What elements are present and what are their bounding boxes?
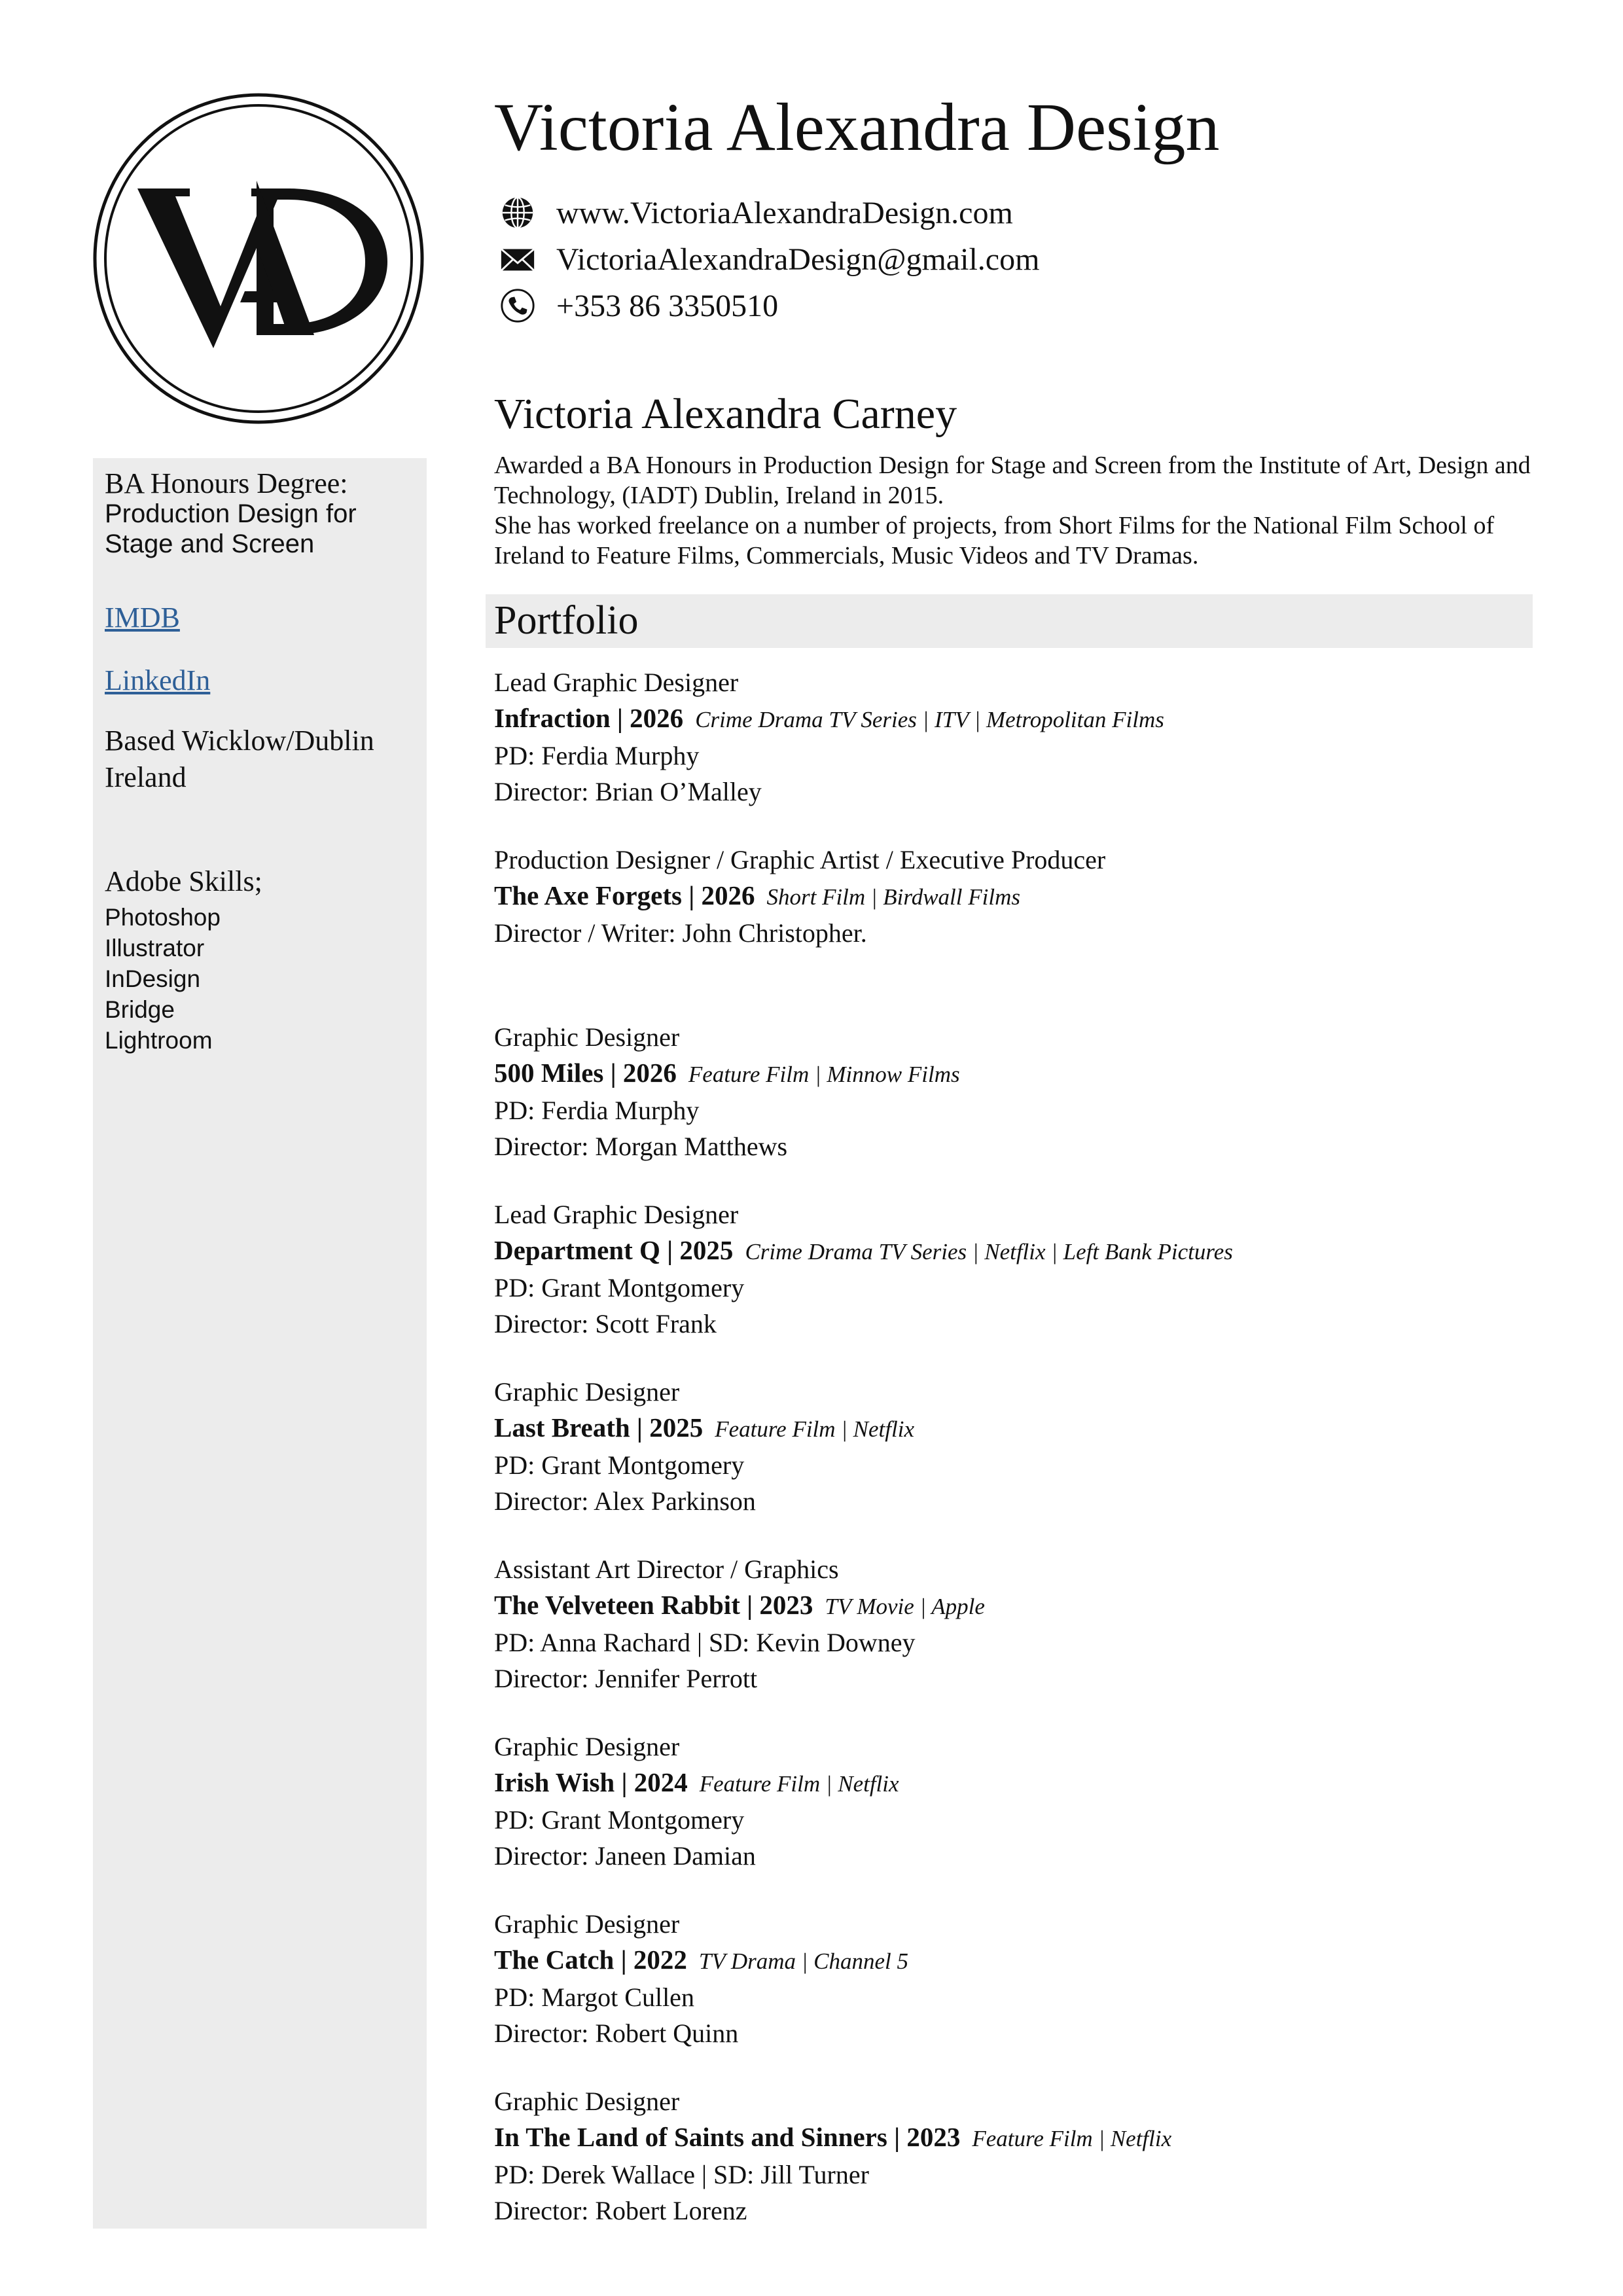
portfolio-entry — [494, 1551, 1541, 1729]
envelope-icon — [499, 240, 537, 278]
entry-credit: Director: Robert Quinn — [494, 2018, 739, 2048]
entry-meta: Feature Film | Netflix — [715, 1416, 914, 1442]
entry-credit: PD: Ferdia Murphy — [494, 1096, 700, 1125]
degree-info — [105, 469, 419, 559]
entry-title: In The Land of Saints and Sinners | 2023 — [494, 2122, 961, 2152]
location-line-2: Ireland — [105, 761, 187, 793]
website-link[interactable]: www.VictoriaAlexandraDesign.com — [556, 195, 1013, 230]
skill-item: Bridge — [105, 996, 175, 1023]
entry-role: Graphic Designer — [494, 1732, 680, 1761]
entry-title: The Velveteen Rabbit | 2023 — [494, 1590, 813, 1620]
entry-role: Graphic Designer — [494, 2087, 680, 2116]
phone-icon — [499, 287, 537, 325]
entry-title-row — [494, 1587, 1541, 1624]
phone-row[interactable] — [499, 286, 778, 325]
entry-credit: PD: Grant Montgomery — [494, 1805, 745, 1835]
portfolio-entry — [494, 1729, 1541, 1906]
website-row[interactable] — [499, 193, 1013, 232]
portfolio-heading: Portfolio — [494, 598, 639, 643]
skill-item: Lightroom — [105, 1027, 213, 1054]
entry-credit: Director / Writer: John Christopher. — [494, 918, 867, 948]
entry-credit: Director: Alex Parkinson — [494, 1486, 756, 1516]
entry-credit: PD: Ferdia Murphy — [494, 741, 700, 770]
entry-role: Lead Graphic Designer — [494, 1200, 739, 1229]
entry-credit: PD: Anna Rachard | SD: Kevin Downey — [494, 1628, 916, 1657]
entry-credit: Director: Brian O’Malley — [494, 777, 762, 806]
degree-line-2: Stage and Screen — [105, 529, 315, 558]
person-name: Victoria Alexandra Carney — [494, 390, 957, 438]
entry-role: Graphic Designer — [494, 1377, 680, 1407]
entry-meta: TV Movie | Apple — [825, 1594, 985, 1619]
degree-title: BA Honours Degree: — [105, 467, 348, 499]
portfolio-list — [494, 664, 1541, 2261]
globe-icon — [499, 194, 537, 232]
portfolio-heading-bar — [486, 594, 1533, 648]
skill-item: Photoshop — [105, 904, 221, 931]
portfolio-entry — [494, 1196, 1541, 1374]
header-name: Victoria Alexandra Design — [494, 90, 1220, 165]
entry-role: Production Designer / Graphic Artist / Executive Producer — [494, 845, 1106, 874]
entry-title: 500 Miles | 2026 — [494, 1058, 677, 1088]
entry-title-row — [494, 1942, 1541, 1979]
entry-credit: PD: Derek Wallace | SD: Jill Turner — [494, 2160, 869, 2189]
entry-title-row — [494, 1410, 1541, 1447]
entry-meta: Crime Drama TV Series | ITV | Metropolitan Films — [695, 707, 1164, 732]
entry-title-row — [494, 700, 1541, 738]
entry-credit: Director: Morgan Matthews — [494, 1132, 788, 1161]
entry-title: The Axe Forgets | 2026 — [494, 880, 755, 910]
entry-meta: TV Drama | Channel 5 — [698, 1948, 909, 1974]
sidebar — [93, 458, 427, 2229]
bio — [494, 450, 1541, 571]
entry-credit: PD: Margot Cullen — [494, 1982, 694, 2012]
entry-meta: Feature Film | Netflix — [972, 2126, 1172, 2151]
entry-meta: Short Film | Birdwall Films — [766, 884, 1020, 910]
entry-credit: Director: Jennifer Perrott — [494, 1664, 758, 1693]
entry-credit: PD: Grant Montgomery — [494, 1450, 745, 1480]
skill-item: Illustrator — [105, 935, 205, 961]
entry-title-row — [494, 878, 1541, 915]
portfolio-entry — [494, 1906, 1541, 2083]
phone-number[interactable]: +353 86 3350510 — [556, 288, 779, 323]
entry-credit: PD: Grant Montgomery — [494, 1273, 745, 1302]
degree-line-1: Production Design for — [105, 499, 357, 528]
portfolio-entry — [494, 2083, 1541, 2261]
location — [105, 723, 374, 796]
email-link[interactable]: VictoriaAlexandraDesign@gmail.com — [556, 242, 1040, 277]
entry-role: Graphic Designer — [494, 1022, 680, 1052]
portfolio-entry — [494, 842, 1541, 1019]
vad-logo — [92, 92, 425, 425]
entry-meta: Crime Drama TV Series | Netflix | Left Bank Pictures — [745, 1239, 1233, 1265]
skill-item: InDesign — [105, 965, 201, 992]
skills-title: Adobe Skills; — [105, 865, 262, 897]
portfolio-entry — [494, 664, 1541, 842]
entry-title-row — [494, 1232, 1541, 1270]
entry-title: Irish Wish | 2024 — [494, 1767, 688, 1797]
bio-paragraph-1: Awarded a BA Honours in Production Design for Stage and Screen from the Institute of Art, Design and Technology, (IADT) Dublin, Ireland in 2015. — [494, 452, 1531, 509]
linkedin-link[interactable]: LinkedIn — [105, 664, 211, 696]
entry-meta: Feature Film | Minnow Films — [688, 1062, 960, 1087]
entry-title-row — [494, 1765, 1541, 1802]
portfolio-entry — [494, 1374, 1541, 1551]
portfolio-entry — [494, 1019, 1541, 1196]
entry-meta: Feature Film | Netflix — [699, 1771, 899, 1797]
location-line-1: Based Wicklow/Dublin — [105, 725, 374, 757]
bio-paragraph-2: She has worked freelance on a number of projects, from Short Films for the National Film School of Ireland to Feature Films, Commercials, Music Videos and TV Dramas. — [494, 512, 1495, 569]
entry-title: Department Q | 2025 — [494, 1235, 734, 1265]
entry-credit: Director: Scott Frank — [494, 1309, 717, 1338]
entry-role: Lead Graphic Designer — [494, 668, 739, 697]
entry-role: Assistant Art Director / Graphics — [494, 1554, 839, 1584]
imdb-link[interactable]: IMDB — [105, 601, 180, 634]
entry-title: Infraction | 2026 — [494, 703, 684, 733]
entry-title: Last Breath | 2025 — [494, 1412, 704, 1443]
entry-role: Graphic Designer — [494, 1909, 680, 1939]
email-row[interactable] — [499, 240, 1039, 279]
entry-credit: Director: Robert Lorenz — [494, 2196, 747, 2225]
skills-list — [105, 902, 221, 1056]
entry-title-row — [494, 1055, 1541, 1092]
entry-credit: Director: Janeen Damian — [494, 1841, 756, 1871]
entry-title: The Catch | 2022 — [494, 1945, 687, 1975]
entry-title-row — [494, 2119, 1541, 2157]
